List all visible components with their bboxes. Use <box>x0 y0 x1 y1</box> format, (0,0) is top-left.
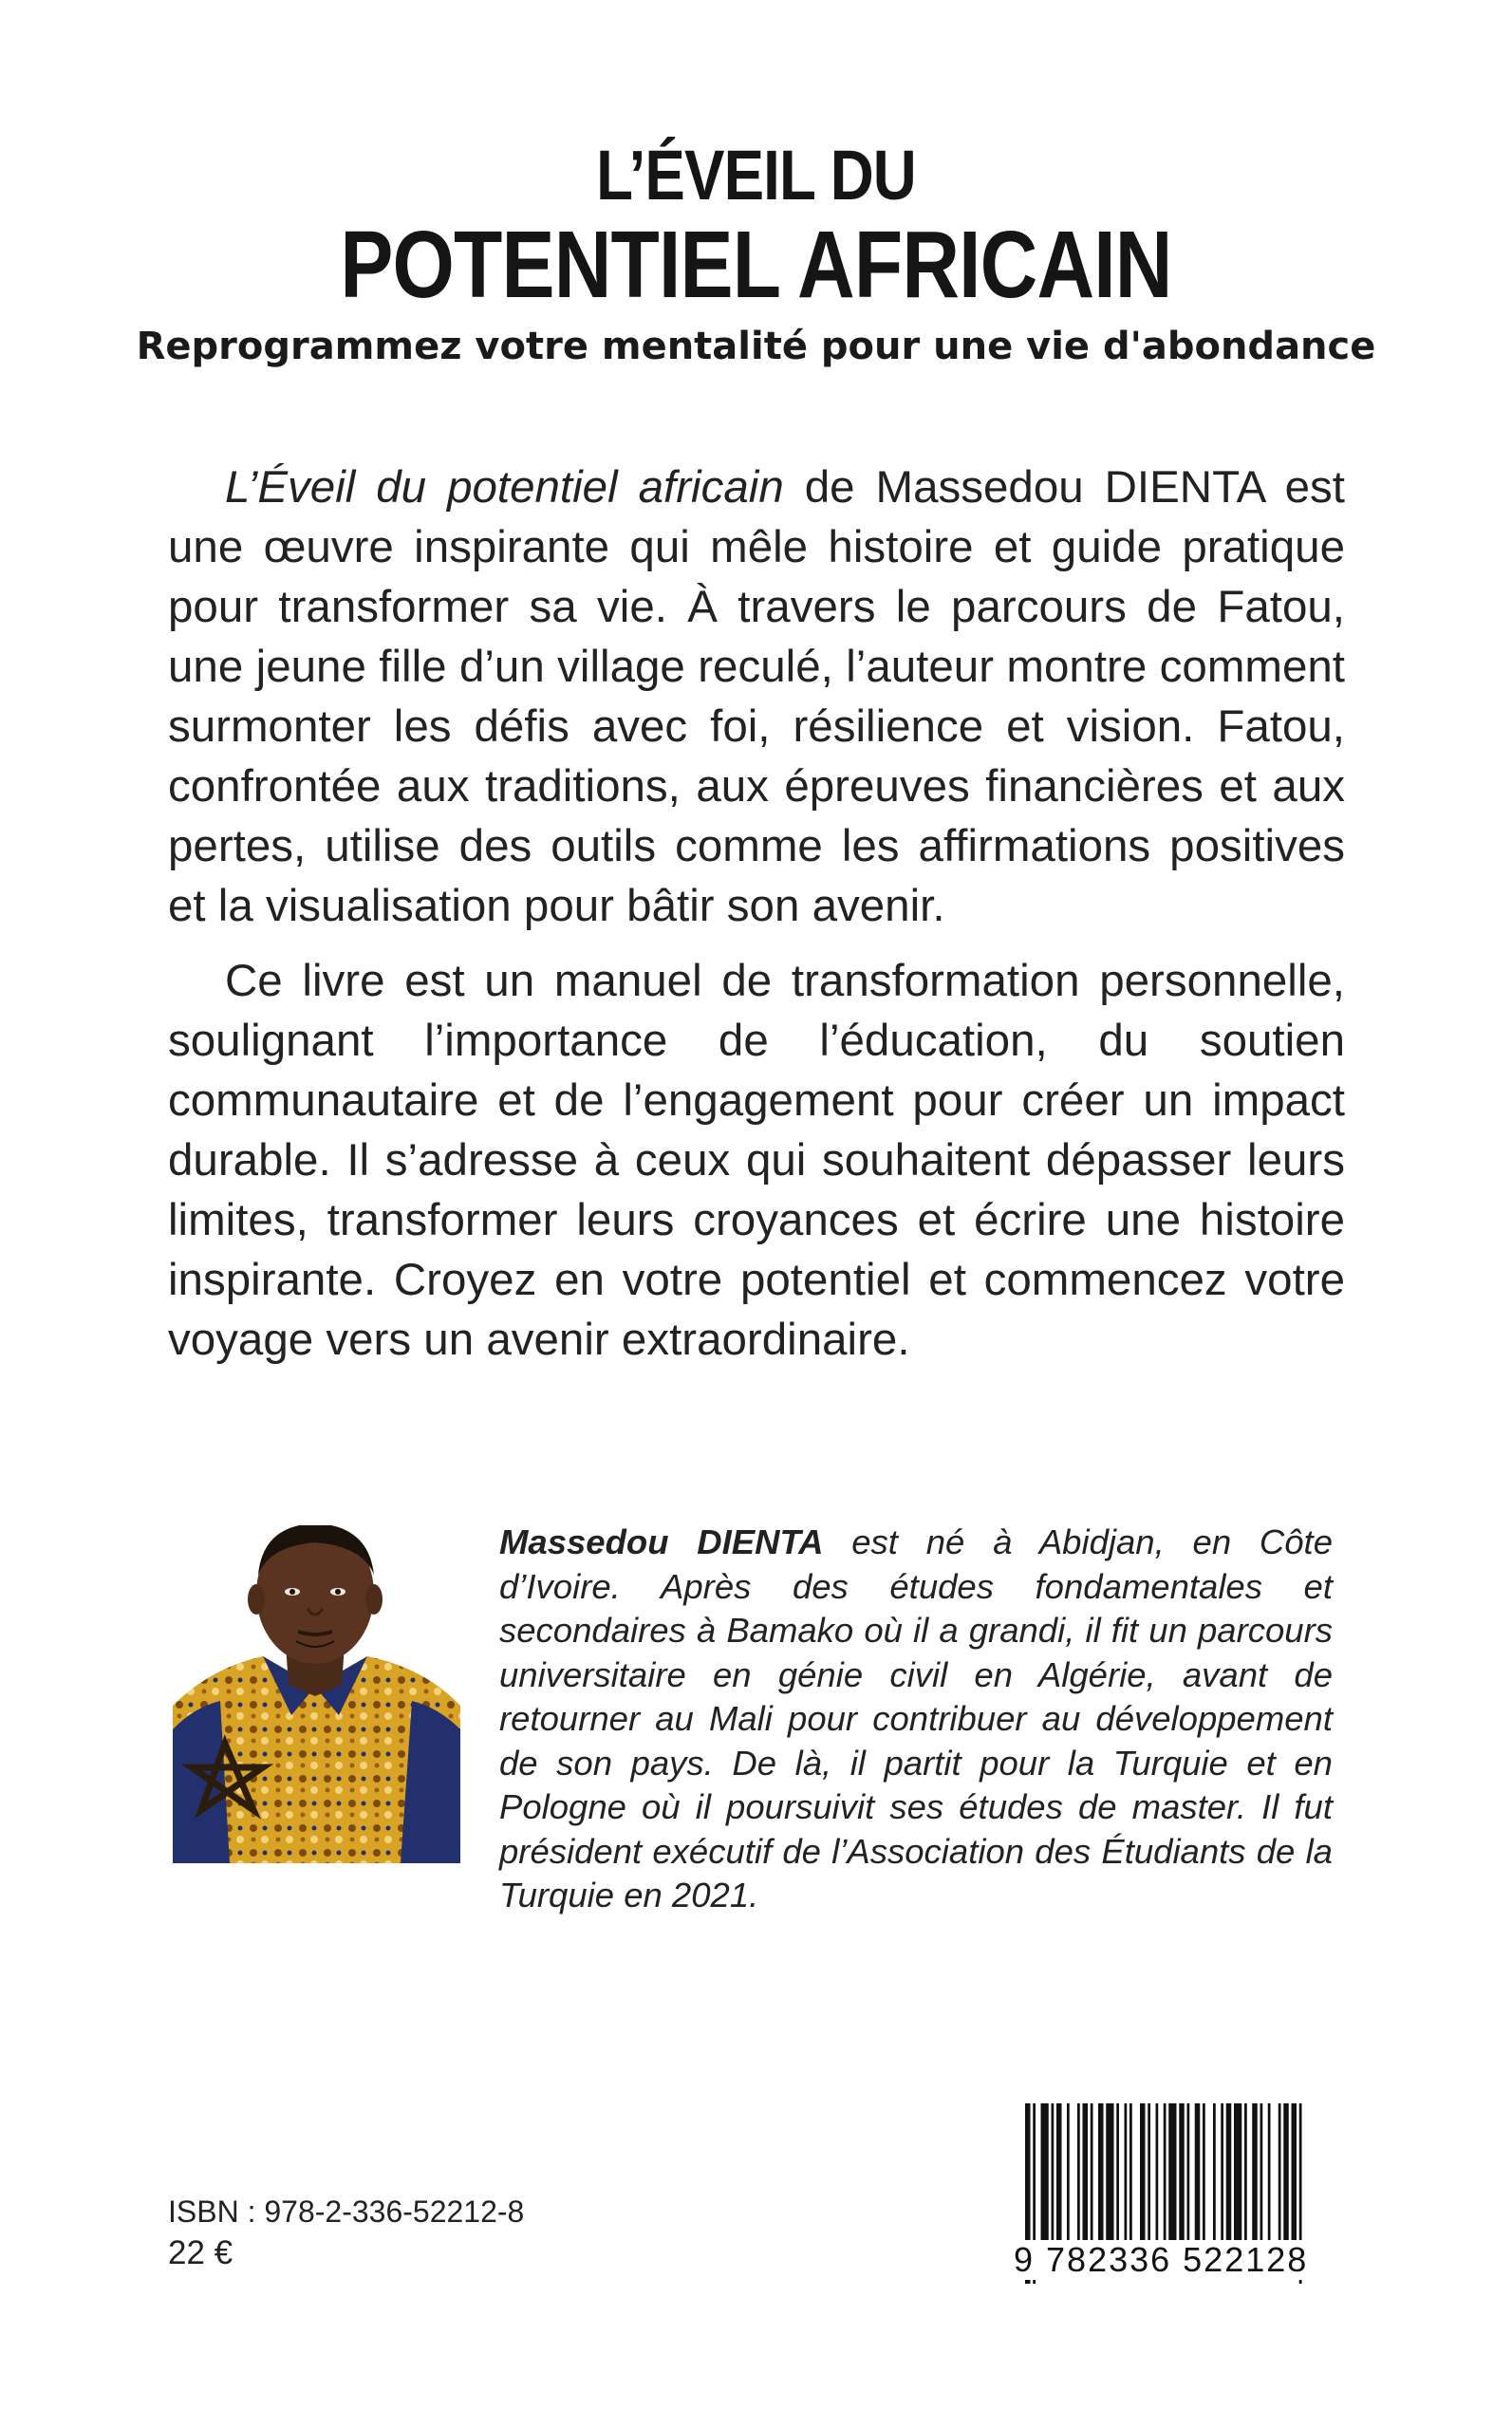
barcode-bar <box>1203 2103 1205 2242</box>
barcode-bar <box>1260 2103 1263 2242</box>
barcode-bar <box>1187 2103 1190 2242</box>
barcode-bar <box>1213 2103 1216 2242</box>
barcode-bar <box>1252 2103 1258 2242</box>
barcode-bar <box>1083 2103 1089 2242</box>
barcode-bar <box>1226 2103 1232 2242</box>
barcode-digits: 9 782336 522128 <box>1014 2240 1336 2280</box>
barcode-bar <box>1283 2103 1289 2242</box>
barcode-bar <box>1234 2103 1241 2242</box>
barcode-bar <box>1056 2103 1062 2242</box>
barcode-bar <box>1156 2103 1159 2242</box>
barcode-bar <box>1041 2103 1049 2242</box>
blurb-paragraph-1-text: de Massedou DIENTA est une œuvre inspirante qui mêle histoire et guide pratique pour transformer sa vie. À travers le parcours de Fatou, une jeune fille d’un village reculé, l’auteur montre comment surmonter les défis avec foi, résilience et vision. Fatou, confrontée aux traditions, aux épreuves financières et aux pertes, utilise des outils comme les affirmations positives et la visualisation pour bâtir son avenir. <box>168 462 1345 931</box>
barcode-bar <box>1129 2103 1132 2242</box>
author-biography <box>499 1521 1333 1918</box>
barcode-bar <box>1164 2103 1167 2242</box>
author-name: Massedou DIENTA <box>499 1522 824 1561</box>
barcode-bar <box>1067 2103 1070 2242</box>
barcode-bar <box>1292 2103 1297 2242</box>
barcode-bar <box>1116 2103 1119 2242</box>
barcode-bar <box>1140 2103 1146 2242</box>
barcode-bar <box>1221 2103 1223 2242</box>
barcode-bar <box>1077 2103 1080 2242</box>
blurb-paragraph-2: Ce livre est un manuel de transformation personnelle, soulignant l’importance de l’éducation, du soutien communautaire et de l’engagement pour créer un impact durable. Il s’adresse à ceux qui souhaitent dépasser leurs limites, transformer leurs croyances et écrire une histoire inspirante. Croyez en votre potentiel et commencez votre voyage vers un avenir extraordinaire. <box>168 956 1345 1365</box>
barcode-bar <box>1125 2103 1128 2242</box>
barcode-bar <box>1148 2103 1150 2242</box>
price: 22 € <box>168 2234 233 2271</box>
barcode-bar <box>1052 2103 1055 2242</box>
barcode-bar <box>1098 2103 1104 2242</box>
barcode-bar <box>1179 2103 1185 2242</box>
book-title-line-1: L’ÉVEIL DU <box>596 136 916 215</box>
author-portrait-illustration <box>173 1525 460 1863</box>
barcode-bar <box>1106 2103 1113 2242</box>
author-photo <box>173 1525 460 1863</box>
barcode-bar <box>1195 2103 1201 2242</box>
barcode-bar <box>1244 2103 1247 2242</box>
barcode-bar <box>1279 2103 1281 2242</box>
isbn: ISBN : 978-2-336-52212-8 <box>168 2194 525 2229</box>
blurb-paragraph-1 <box>168 458 1345 936</box>
barcode-bar <box>1268 2103 1271 2242</box>
book-subtitle: Reprogrammez votre mentalité pour une vie d'abondance <box>136 325 1376 368</box>
back-cover-blurb <box>168 458 1345 1385</box>
blurb-book-title: L’Éveil du potentiel africain <box>225 462 784 513</box>
author-bio-text: est né à Abidjan, en Côte d’Ivoire. Après des études fondamentales et secondaires à Bamako où il a grandi, il fit un parcours universitaire en génie civil en Algérie, avant de retourner au Mali pour contribuer au développement de son pays. De là, il partit pour la Turquie et en Pologne où il poursuivit ses études de master. Il fut président exécutif de l’Association des Étudiants de la Turquie en 2021. <box>499 1522 1334 1914</box>
book-title-line-2: POTENTIEL AFRICAIN <box>340 212 1172 318</box>
barcode-bar <box>1091 2103 1093 2242</box>
barcode-bar <box>1168 2103 1176 2242</box>
